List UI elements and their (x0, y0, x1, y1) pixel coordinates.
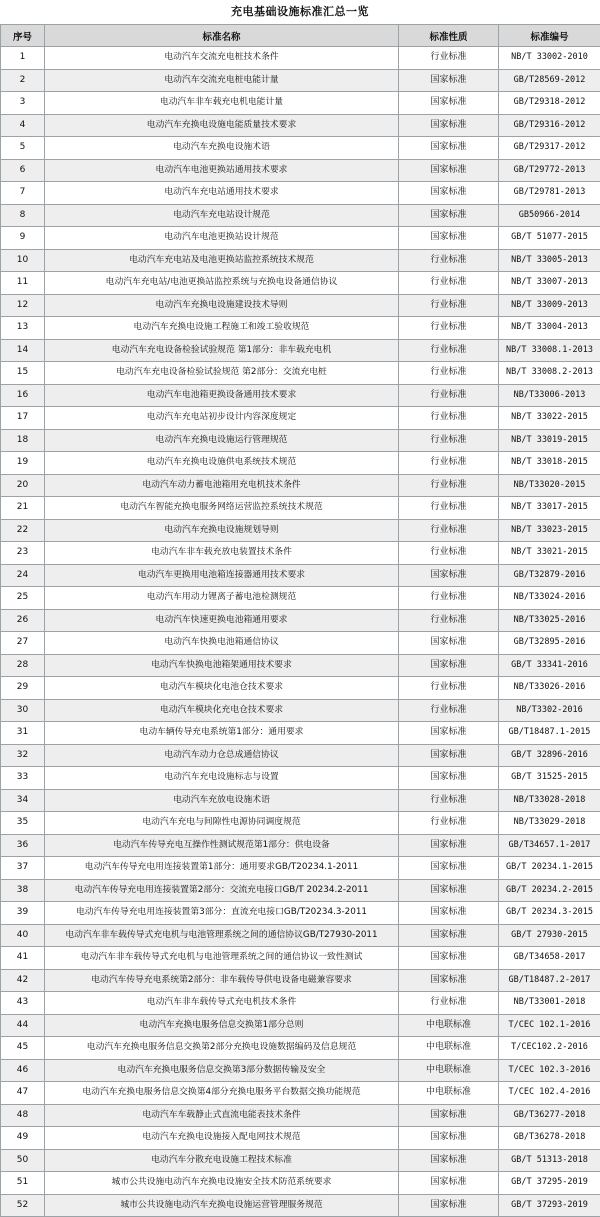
row-number: 24 (1, 564, 45, 587)
table-row (1, 114, 600, 137)
standard-code: GB/T 20234.2-2015 (499, 879, 600, 902)
row-number: 39 (1, 902, 45, 925)
table-row (1, 47, 600, 70)
standard-name: 电动汽车传导充电互操作性测试规范第1部分：供电设备 (45, 834, 399, 857)
standard-name: 电动汽车充换电设施运行管理规范 (45, 429, 399, 452)
table-row (1, 1059, 600, 1082)
standard-type: 中电联标准 (399, 1014, 499, 1037)
standard-code: NB/T 33008.2-2013 (499, 362, 600, 385)
standard-name: 电动汽车充换电服务信息交换第2部分充换电设施数据编码及信息规范 (45, 1037, 399, 1060)
standard-type: 行业标准 (399, 699, 499, 722)
standard-name: 电动汽车电池箱更换设备通用技术要求 (45, 384, 399, 407)
standard-name: 电动汽车非车载传导式充电机与电池管理系统之间的通信协议GB/T27930-2011 (45, 924, 399, 947)
standard-name: 电动汽车车载静止式直流电能表技术条件 (45, 1104, 399, 1127)
standard-code: NB/T 33018-2015 (499, 452, 600, 475)
row-number: 1 (1, 47, 45, 70)
table-row (1, 677, 600, 700)
standard-code: GB/T 33341-2016 (499, 654, 600, 677)
table-row (1, 564, 600, 587)
standard-type: 行业标准 (399, 249, 499, 272)
standard-name: 电动汽车交流充电桩技术条件 (45, 47, 399, 70)
header-no: 序号 (1, 25, 45, 47)
row-number: 19 (1, 452, 45, 475)
row-number: 6 (1, 159, 45, 182)
row-number: 30 (1, 699, 45, 722)
table-row (1, 294, 600, 317)
header-type: 标准性质 (399, 25, 499, 47)
standard-type: 国家标准 (399, 114, 499, 137)
standard-type: 行业标准 (399, 519, 499, 542)
standard-code: GB/T 37293-2019 (499, 1194, 600, 1217)
table-row (1, 317, 600, 340)
standard-name: 电动汽车交流充电桩电能计量 (45, 69, 399, 92)
standard-code: NB/T 33009-2013 (499, 294, 600, 317)
standard-type: 国家标准 (399, 767, 499, 790)
standard-type: 国家标准 (399, 857, 499, 880)
standard-name: 电动汽车充换电服务信息交换第3部分数据传输及安全 (45, 1059, 399, 1082)
standard-code: NB/T 33023-2015 (499, 519, 600, 542)
table-row (1, 339, 600, 362)
row-number: 22 (1, 519, 45, 542)
standard-name: 电动汽车电池更换站设计规范 (45, 227, 399, 250)
standard-name: 电动汽车充换电服务信息交换第1部分总则 (45, 1014, 399, 1037)
standard-code: GB/T 20234.1-2015 (499, 857, 600, 880)
standard-name: 电动汽车充放电设施术语 (45, 789, 399, 812)
standard-type: 国家标准 (399, 182, 499, 205)
table-row (1, 902, 600, 925)
standard-type: 国家标准 (399, 159, 499, 182)
standard-name: 电动汽车非车载传导式充电机技术条件 (45, 992, 399, 1015)
standard-code: NB/T 33002-2010 (499, 47, 600, 70)
standard-code: GB/T32879-2016 (499, 564, 600, 587)
table-row (1, 429, 600, 452)
standard-type: 行业标准 (399, 339, 499, 362)
table-row (1, 947, 600, 970)
standard-type: 国家标准 (399, 632, 499, 655)
standard-code: T/CEC102.2-2016 (499, 1037, 600, 1060)
table-row (1, 857, 600, 880)
standard-name: 电动汽车充电站通用技术要求 (45, 182, 399, 205)
standard-type: 国家标准 (399, 1127, 499, 1150)
standard-type: 国家标准 (399, 204, 499, 227)
standard-name: 城市公共设施电动汽车充换电设施安全技术防范系统要求 (45, 1172, 399, 1195)
table-row (1, 632, 600, 655)
standard-type: 国家标准 (399, 722, 499, 745)
table-row (1, 699, 600, 722)
row-number: 27 (1, 632, 45, 655)
row-number: 38 (1, 879, 45, 902)
table-row (1, 542, 600, 565)
row-number: 7 (1, 182, 45, 205)
standard-code: NB/T33020-2015 (499, 474, 600, 497)
row-number: 35 (1, 812, 45, 835)
table-row (1, 1037, 600, 1060)
standard-name: 电动汽车传导充电用连接装置第2部分：交流充电接口GB/T 20234.2-2011 (45, 879, 399, 902)
standard-code: T/CEC 102.1-2016 (499, 1014, 600, 1037)
table-row (1, 767, 600, 790)
standard-name: 电动汽车模块化电池仓技术要求 (45, 677, 399, 700)
standard-type: 国家标准 (399, 92, 499, 115)
standard-type: 行业标准 (399, 789, 499, 812)
standard-code: GB/T34658-2017 (499, 947, 600, 970)
table-row (1, 182, 600, 205)
table-row (1, 474, 600, 497)
standard-type: 行业标准 (399, 317, 499, 340)
standard-name: 电动汽车传导充电系统第2部分：非车载传导供电设备电磁兼容要求 (45, 969, 399, 992)
standard-type: 行业标准 (399, 542, 499, 565)
table-row (1, 789, 600, 812)
standard-type: 行业标准 (399, 362, 499, 385)
standard-code: GB/T29772-2013 (499, 159, 600, 182)
standard-type: 国家标准 (399, 879, 499, 902)
standard-name: 电动车辆传导充电系统第1部分：通用要求 (45, 722, 399, 745)
row-number: 51 (1, 1172, 45, 1195)
table-row (1, 204, 600, 227)
row-number: 9 (1, 227, 45, 250)
standard-name: 电动汽车充电站及电池更换站监控系统技术规范 (45, 249, 399, 272)
header-code: 标准编号 (499, 25, 600, 47)
row-number: 5 (1, 137, 45, 160)
standard-name: 电动汽车充换电设施接入配电网技术规范 (45, 1127, 399, 1150)
standard-code: NB/T33024-2016 (499, 587, 600, 610)
standard-code: NB/T 33022-2015 (499, 407, 600, 430)
table-row (1, 69, 600, 92)
table-row (1, 1082, 600, 1105)
row-number: 44 (1, 1014, 45, 1037)
standard-code: NB/T33026-2016 (499, 677, 600, 700)
row-number: 20 (1, 474, 45, 497)
row-number: 40 (1, 924, 45, 947)
standard-type: 行业标准 (399, 677, 499, 700)
standard-name: 电动汽车充换电服务信息交换第4部分充换电服务平台数据交换功能规范 (45, 1082, 399, 1105)
table-row (1, 924, 600, 947)
standard-name: 电动汽车充换电设施供电系统技术规范 (45, 452, 399, 475)
standard-type: 国家标准 (399, 1104, 499, 1127)
table-row (1, 609, 600, 632)
standard-name: 电动汽车充电与间隙性电源协同调度规范 (45, 812, 399, 835)
standard-name: 电动汽车智能充换电服务网络运营监控系统技术规范 (45, 497, 399, 520)
standard-name: 电动汽车电池更换站通用技术要求 (45, 159, 399, 182)
row-number: 52 (1, 1194, 45, 1217)
row-number: 49 (1, 1127, 45, 1150)
standard-name: 电动汽车充电站初步设计内容深度规定 (45, 407, 399, 430)
table-row (1, 1127, 600, 1150)
standard-code: GB/T28569-2012 (499, 69, 600, 92)
standard-name: 电动汽车充电设备检验试验规范 第2部分：交流充电桩 (45, 362, 399, 385)
standard-name: 电动汽车用动力锂离子蓄电池检测规范 (45, 587, 399, 610)
row-number: 31 (1, 722, 45, 745)
standard-name: 电动汽车充换电设施规划导则 (45, 519, 399, 542)
standard-type: 行业标准 (399, 272, 499, 295)
standard-name: 电动汽车动力蓄电池箱用充电机技术条件 (45, 474, 399, 497)
table-header (1, 25, 600, 47)
row-number: 11 (1, 272, 45, 295)
standard-code: GB/T36278-2018 (499, 1127, 600, 1150)
standard-type: 国家标准 (399, 744, 499, 767)
standard-name: 电动汽车充换电设施建设技术导则 (45, 294, 399, 317)
standard-type: 国家标准 (399, 564, 499, 587)
standard-name: 电动汽车充电站/电池更换站监控系统与充换电设备通信协议 (45, 272, 399, 295)
standard-code: T/CEC 102.3-2016 (499, 1059, 600, 1082)
standard-code: NB/T33025-2016 (499, 609, 600, 632)
table-row (1, 497, 600, 520)
standard-name: 电动汽车传导充电用连接装置第3部分：直流充电接口GB/T20234.3-2011 (45, 902, 399, 925)
row-number: 34 (1, 789, 45, 812)
standards-table (0, 24, 600, 1217)
row-number: 10 (1, 249, 45, 272)
row-number: 2 (1, 69, 45, 92)
table-row (1, 587, 600, 610)
standard-code: GB/T29781-2013 (499, 182, 600, 205)
standard-name: 电动汽车非车载充电机电能计量 (45, 92, 399, 115)
standard-type: 行业标准 (399, 384, 499, 407)
standard-code: T/CEC 102.4-2016 (499, 1082, 600, 1105)
row-number: 47 (1, 1082, 45, 1105)
table-row (1, 407, 600, 430)
standard-name: 电动汽车充电站设计规范 (45, 204, 399, 227)
standard-type: 行业标准 (399, 429, 499, 452)
row-number: 42 (1, 969, 45, 992)
table-row (1, 744, 600, 767)
standard-code: NB/T33028-2018 (499, 789, 600, 812)
row-number: 36 (1, 834, 45, 857)
standard-type: 行业标准 (399, 407, 499, 430)
standard-type: 国家标准 (399, 902, 499, 925)
standard-type: 国家标准 (399, 1172, 499, 1195)
standard-name: 城市公共设施电动汽车充换电设施运营管理服务规范 (45, 1194, 399, 1217)
standard-name: 电动汽车充电设备检验试验规范 第1部分：非车载充电机 (45, 339, 399, 362)
row-number: 45 (1, 1037, 45, 1060)
standard-code: NB/T 33017-2015 (499, 497, 600, 520)
row-number: 13 (1, 317, 45, 340)
standard-code: GB/T 51077-2015 (499, 227, 600, 250)
standard-name: 电动汽车更换用电池箱连接器通用技术要求 (45, 564, 399, 587)
table-row (1, 1194, 600, 1217)
table-row (1, 272, 600, 295)
standard-code: GB/T 31525-2015 (499, 767, 600, 790)
standard-type: 国家标准 (399, 947, 499, 970)
standard-type: 中电联标准 (399, 1082, 499, 1105)
standard-code: GB/T29316-2012 (499, 114, 600, 137)
row-number: 33 (1, 767, 45, 790)
standard-code: NB/T33001-2018 (499, 992, 600, 1015)
standard-name: 电动汽车快换电池箱架通用技术要求 (45, 654, 399, 677)
standard-code: NB/T 33004-2013 (499, 317, 600, 340)
standard-type: 行业标准 (399, 812, 499, 835)
standard-code: GB/T34657.1-2017 (499, 834, 600, 857)
row-number: 41 (1, 947, 45, 970)
standard-type: 国家标准 (399, 69, 499, 92)
row-number: 12 (1, 294, 45, 317)
standard-code: NB/T 33008.1-2013 (499, 339, 600, 362)
table-row (1, 1014, 600, 1037)
standard-code: GB/T 20234.3-2015 (499, 902, 600, 925)
standard-type: 国家标准 (399, 1194, 499, 1217)
standard-name: 电动汽车动力仓总成通信协议 (45, 744, 399, 767)
standard-code: NB/T33029-2018 (499, 812, 600, 835)
row-number: 28 (1, 654, 45, 677)
header-name: 标准名称 (45, 25, 399, 47)
standard-code: NB/T 33005-2013 (499, 249, 600, 272)
row-number: 37 (1, 857, 45, 880)
standard-code: GB/T 37295-2019 (499, 1172, 600, 1195)
table-row (1, 362, 600, 385)
table-row (1, 992, 600, 1015)
standard-type: 行业标准 (399, 47, 499, 70)
row-number: 8 (1, 204, 45, 227)
row-number: 50 (1, 1149, 45, 1172)
standard-name: 电动汽车非车载传导式充电机与电池管理系统之间的通信协议一致性测试 (45, 947, 399, 970)
standard-code: GB/T36277-2018 (499, 1104, 600, 1127)
table-row (1, 812, 600, 835)
table-row (1, 1172, 600, 1195)
standard-code: GB/T 51313-2018 (499, 1149, 600, 1172)
row-number: 14 (1, 339, 45, 362)
table-body (1, 47, 600, 1217)
standard-type: 国家标准 (399, 924, 499, 947)
row-number: 29 (1, 677, 45, 700)
table-row (1, 879, 600, 902)
standard-code: GB50966-2014 (499, 204, 600, 227)
standard-type: 行业标准 (399, 992, 499, 1015)
table-title: 充电基础设施标准汇总一览 (0, 0, 600, 24)
standard-code: GB/T 32896-2016 (499, 744, 600, 767)
standard-code: GB/T32895-2016 (499, 632, 600, 655)
row-number: 17 (1, 407, 45, 430)
table-row (1, 969, 600, 992)
header-row (1, 25, 600, 47)
table-row (1, 452, 600, 475)
table-row (1, 137, 600, 160)
standard-code: NB/T 33007-2013 (499, 272, 600, 295)
row-number: 26 (1, 609, 45, 632)
standard-type: 行业标准 (399, 609, 499, 632)
standard-name: 电动汽车充换电设施术语 (45, 137, 399, 160)
row-number: 3 (1, 92, 45, 115)
standard-code: NB/T33006-2013 (499, 384, 600, 407)
row-number: 48 (1, 1104, 45, 1127)
standard-name: 电动汽车模块化充电仓技术要求 (45, 699, 399, 722)
table-row (1, 92, 600, 115)
standard-type: 国家标准 (399, 227, 499, 250)
standard-type: 国家标准 (399, 834, 499, 857)
standard-code: GB/T29318-2012 (499, 92, 600, 115)
table-row (1, 1104, 600, 1127)
row-number: 16 (1, 384, 45, 407)
table-row (1, 227, 600, 250)
table-row (1, 384, 600, 407)
standard-type: 行业标准 (399, 294, 499, 317)
row-number: 18 (1, 429, 45, 452)
standard-code: NB/T3302-2016 (499, 699, 600, 722)
standard-name: 电动汽车充换电设施工程施工和竣工验收规范 (45, 317, 399, 340)
table-row (1, 654, 600, 677)
standard-type: 中电联标准 (399, 1037, 499, 1060)
standard-type: 国家标准 (399, 137, 499, 160)
row-number: 15 (1, 362, 45, 385)
standard-name: 电动汽车非车载充放电装置技术条件 (45, 542, 399, 565)
table-row (1, 834, 600, 857)
standard-code: NB/T 33021-2015 (499, 542, 600, 565)
row-number: 46 (1, 1059, 45, 1082)
standard-name: 电动汽车分散充电设施工程技术标准 (45, 1149, 399, 1172)
row-number: 23 (1, 542, 45, 565)
standard-name: 电动汽车充换电设施电能质量技术要求 (45, 114, 399, 137)
standard-name: 电动汽车快速更换电池箱通用要求 (45, 609, 399, 632)
standard-type: 国家标准 (399, 1149, 499, 1172)
table-row (1, 159, 600, 182)
standard-name: 电动汽车充电设施标志与设置 (45, 767, 399, 790)
standard-type: 行业标准 (399, 587, 499, 610)
row-number: 25 (1, 587, 45, 610)
table-row (1, 519, 600, 542)
standard-code: NB/T 33019-2015 (499, 429, 600, 452)
standard-type: 行业标准 (399, 452, 499, 475)
standard-type: 中电联标准 (399, 1059, 499, 1082)
table-row (1, 1149, 600, 1172)
standard-type: 国家标准 (399, 654, 499, 677)
standard-name: 电动汽车传导充电用连接装置第1部分：通用要求GB/T20234.1-2011 (45, 857, 399, 880)
standard-name: 电动汽车快换电池箱通信协议 (45, 632, 399, 655)
standard-type: 国家标准 (399, 969, 499, 992)
standard-type: 行业标准 (399, 497, 499, 520)
row-number: 32 (1, 744, 45, 767)
row-number: 43 (1, 992, 45, 1015)
table-row (1, 249, 600, 272)
standard-code: GB/T29317-2012 (499, 137, 600, 160)
standard-code: GB/T18487.1-2015 (499, 722, 600, 745)
table-row (1, 722, 600, 745)
standard-code: GB/T18487.2-2017 (499, 969, 600, 992)
standard-code: GB/T 27930-2015 (499, 924, 600, 947)
standard-type: 行业标准 (399, 474, 499, 497)
row-number: 21 (1, 497, 45, 520)
row-number: 4 (1, 114, 45, 137)
